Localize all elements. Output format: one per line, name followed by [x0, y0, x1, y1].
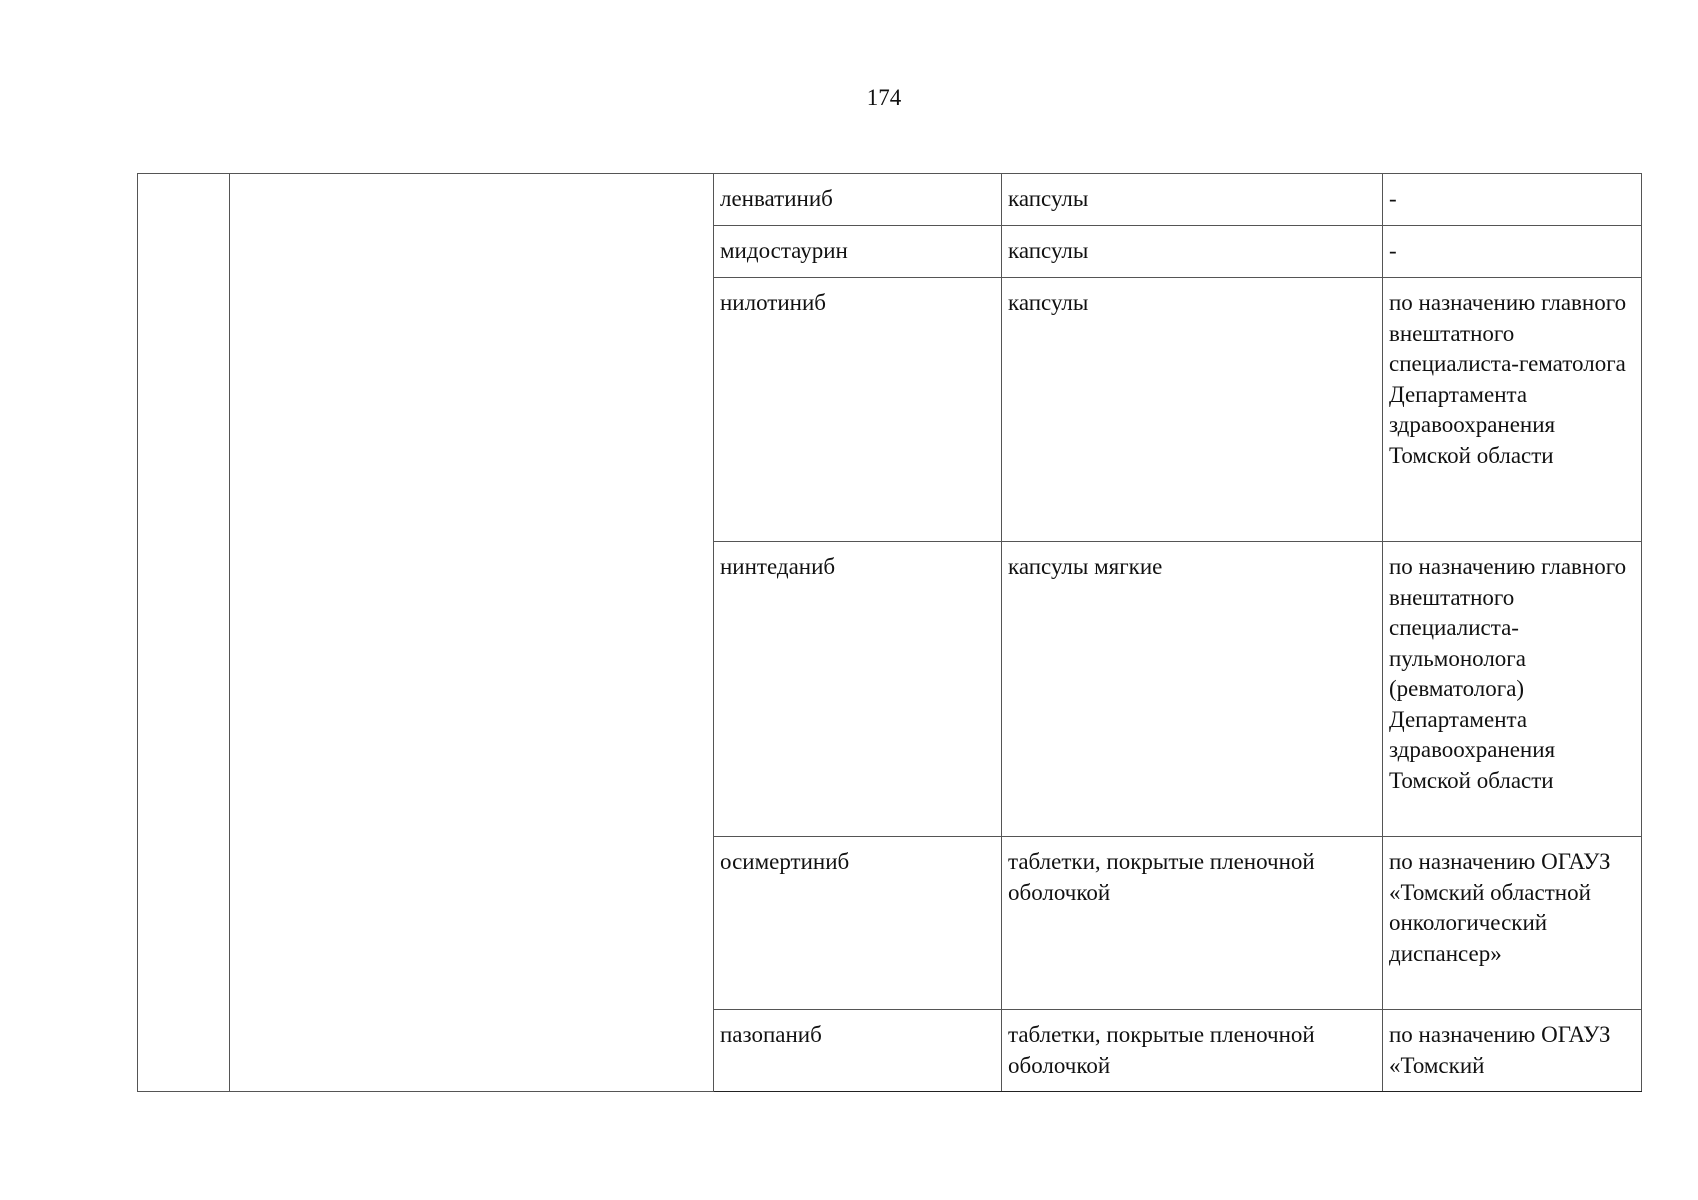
note-cell: по назначению главного внештатного специалиста-гематолога Департамента здравоохранения Томской области	[1383, 278, 1642, 542]
dosage-form-cell: таблетки, покрытые пленочной оболочкой	[1002, 1010, 1383, 1092]
note-cell: по назначению ОГАУЗ «Томский областной онкологический диспансер»	[1383, 837, 1642, 1010]
atc-group-cell	[230, 174, 714, 1092]
dosage-form-cell: капсулы	[1002, 226, 1383, 278]
drug-name-cell: нинтеданиб	[714, 542, 1002, 837]
row-number-cell	[138, 174, 230, 1092]
dosage-form-cell: капсулы	[1002, 174, 1383, 226]
note-cell: -	[1383, 174, 1642, 226]
note-cell: по назначению главного внештатного специалиста-пульмонолога (ревматолога) Департамента здравоохранения Томской области	[1383, 542, 1642, 837]
drug-name-cell: осимертиниб	[714, 837, 1002, 1010]
table-row	[138, 174, 1642, 226]
drug-name-cell: ленватиниб	[714, 174, 1002, 226]
drug-name-cell: нилотиниб	[714, 278, 1002, 542]
note-cell: -	[1383, 226, 1642, 278]
dosage-form-cell: капсулы	[1002, 278, 1383, 542]
medication-table	[137, 173, 1642, 1092]
drug-name-cell: пазопаниб	[714, 1010, 1002, 1092]
dosage-form-cell: таблетки, покрытые пленочной оболочкой	[1002, 837, 1383, 1010]
dosage-form-cell: капсулы мягкие	[1002, 542, 1383, 837]
drug-name-cell: мидостаурин	[714, 226, 1002, 278]
page-number: 174	[866, 85, 902, 110]
note-cell: по назначению ОГАУЗ «Томский	[1383, 1010, 1642, 1092]
